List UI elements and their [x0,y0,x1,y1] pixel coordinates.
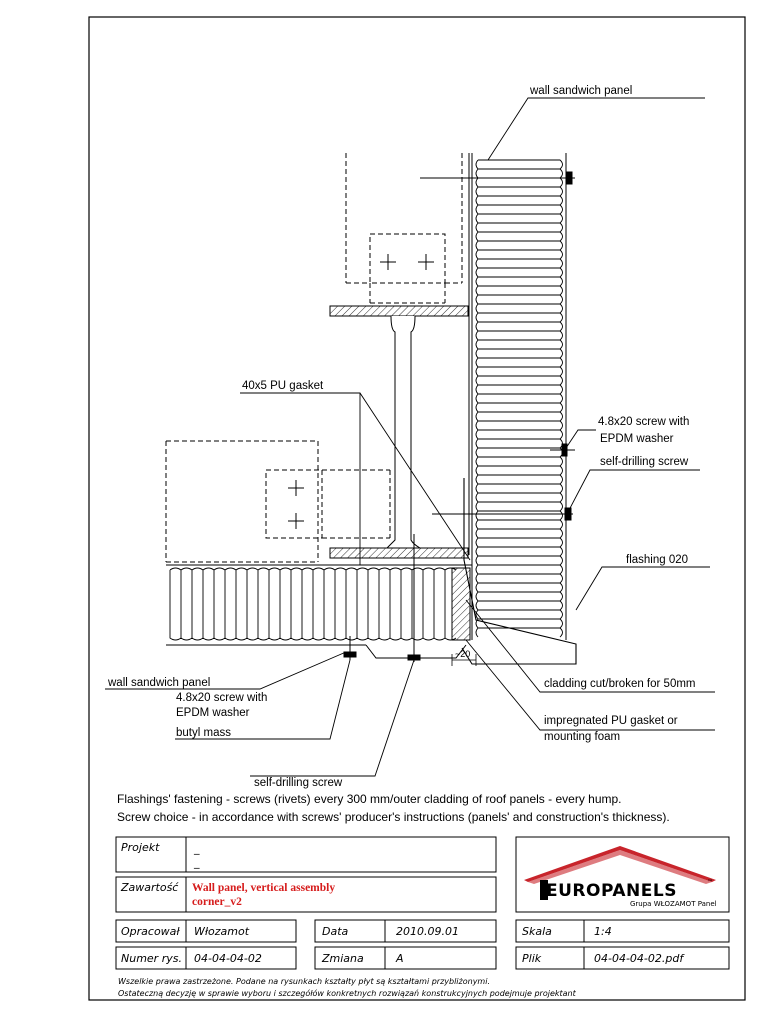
zawartosc-value-2: corner_v2 [192,896,242,908]
label-screw-epdm-right-2: EPDM washer [600,433,674,445]
projekt-label: Projekt [121,841,160,854]
projekt-value-2: _ [194,856,200,869]
note-line-1: Flashings' fastening - screws (rivets) every 300 mm/outer cladding of roof panels - every hump. [117,792,622,806]
vertical-wall-panel [472,153,566,640]
opracowal-label: Opracował [121,925,180,938]
label-pu-gasket: 40x5 PU gasket [242,380,324,392]
label-cladding-cut: cladding cut/broken for 50mm [544,678,696,690]
europanels-logo [524,846,717,908]
numer-value: 04-04-04-02 [194,952,262,965]
projekt-value-1: _ [194,842,200,855]
horizontal-wall-panel [166,565,472,658]
zawartosc-value-1: Wall panel, vertical assembly [192,882,336,894]
upper-purlin-bolts [380,254,434,270]
label-wall-panel-left: wall sandwich panel [108,677,211,689]
opracowal-value: Włozamot [194,925,250,938]
footer-line-1: Wszelkie prawa zastrzeżone. Podane na rysunkach kształty płyt są kształtami przybliżonymi. [118,977,490,986]
plik-value: 04-04-04-02.pdf [594,952,684,965]
footer-line-2: Ostateczną decyzję w sprawie wyboru i szczegółów konkretnych rozwiązań konstrukcyjnych podejmuje projektant [118,989,576,998]
i-beam [330,306,468,558]
data-value: 2010.09.01 [396,925,459,938]
label-butyl: butyl mass [176,727,231,739]
logo-sub: Grupa WŁOZAMOT Panel [630,900,717,908]
note-line-2: Screw choice - in accordance with screws' producer's instructions (panels' and construction's thickness). [117,810,670,824]
upper-purlin [346,153,462,303]
plik-label: Plik [522,952,542,965]
lower-purlin-bolts [288,480,304,529]
label-screw-epdm-right-1: 4.8x20 screw with [598,416,690,428]
label-wall-panel-top: wall sandwich panel [530,85,633,97]
label-screw-epdm-left-2: EPDM washer [176,707,250,719]
logo-brand: EUROPANELS [546,881,677,901]
data-label: Data [322,925,349,938]
zmiana-label: Zmiana [322,952,364,965]
label-self-drilling-bottom: self-drilling screw [254,777,343,789]
lower-purlin [166,441,390,562]
numer-label: Numer rys. [121,952,182,965]
label-impregnated-2: mounting foam [544,731,621,743]
logo-tm: ™ [707,879,713,886]
label-flashing: flashing 020 [626,554,689,566]
label-self-drilling-right: self-drilling screw [600,456,689,468]
skala-value: 1:4 [594,925,612,938]
skala-label: Skala [522,925,552,938]
logo-roof-shadow-icon [528,850,712,884]
zmiana-value: A [396,952,404,965]
sheet-border [89,17,745,1000]
label-screw-epdm-left-1: 4.8x20 screw with [176,692,268,704]
flashing-020 [462,478,576,664]
detail-drawing [105,98,729,969]
zawartosc-label: Zawartość [121,881,179,894]
label-impregnated-1: impregnated PU gasket or [544,715,678,727]
label-dim-20: ~20 [455,649,471,659]
